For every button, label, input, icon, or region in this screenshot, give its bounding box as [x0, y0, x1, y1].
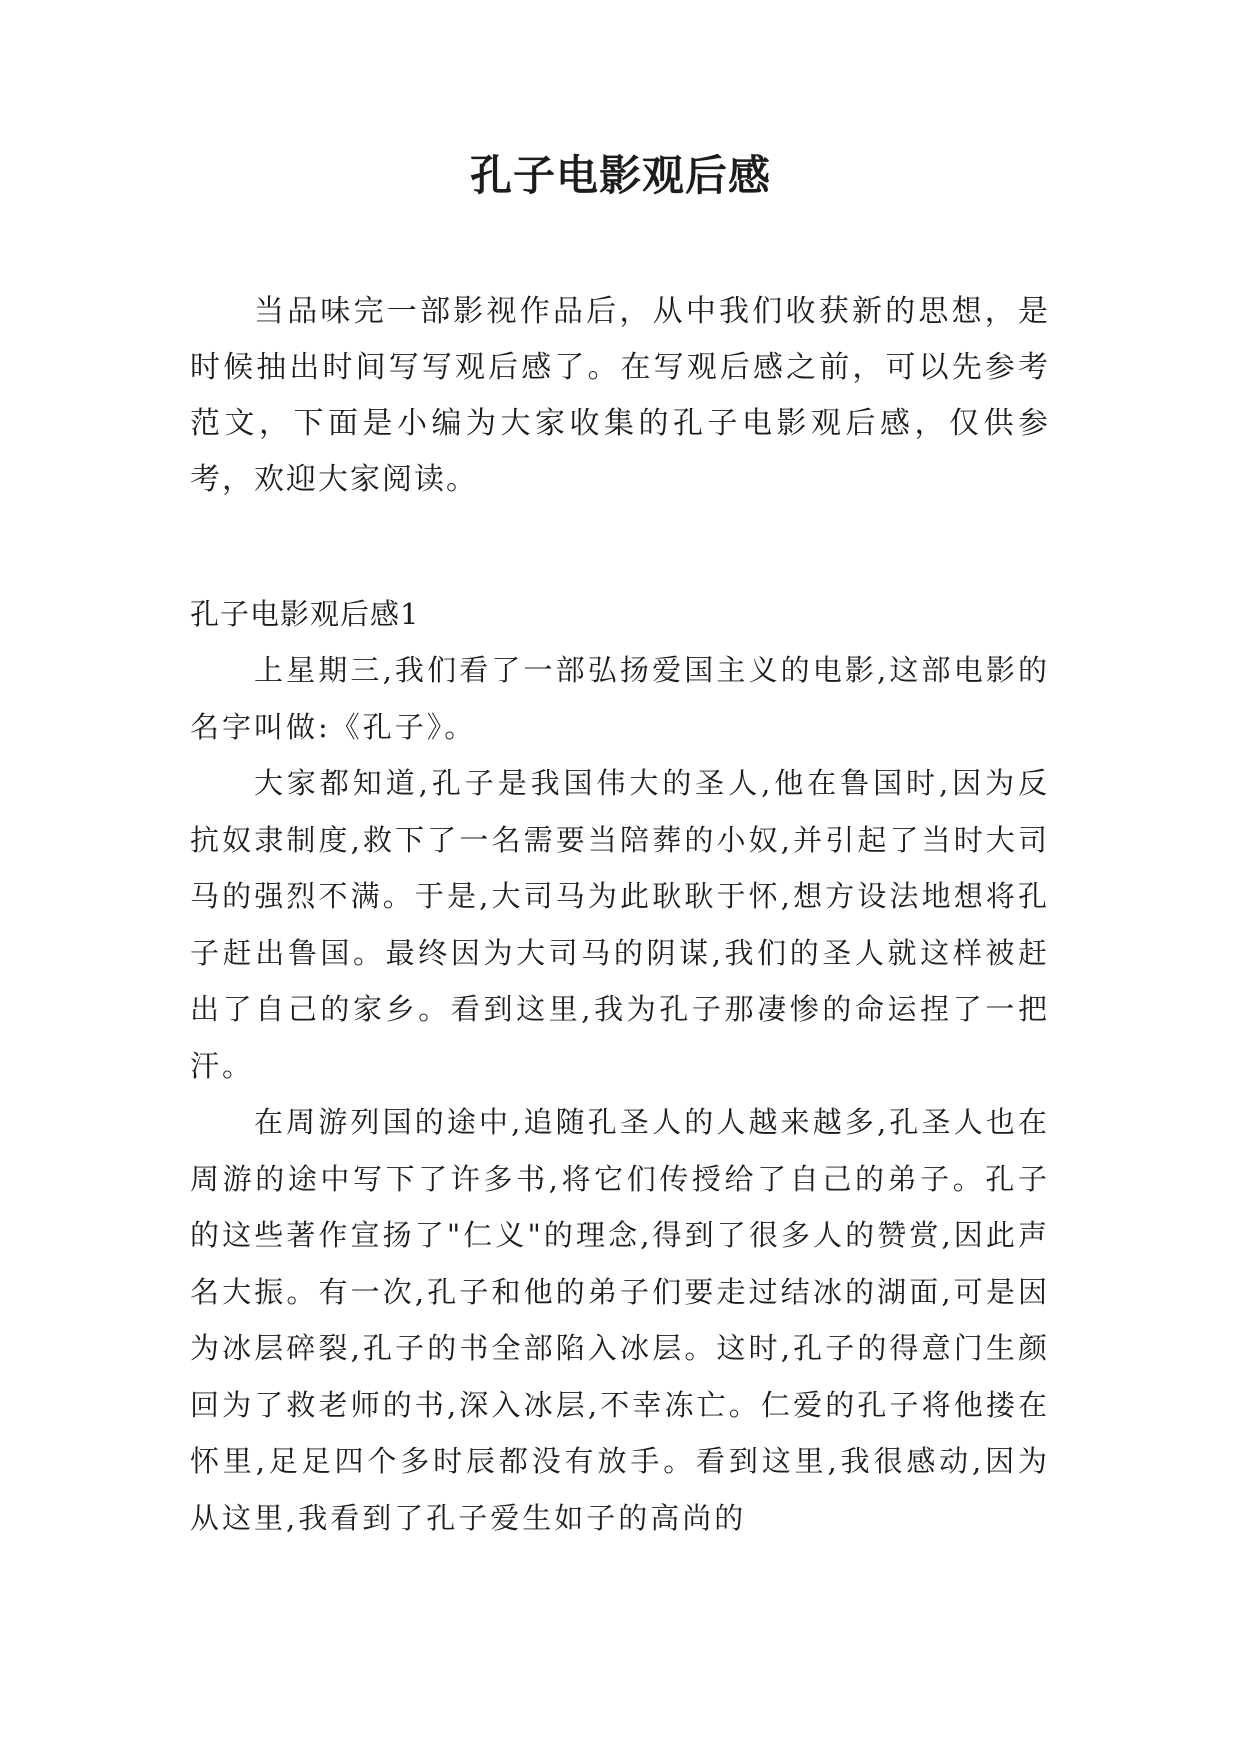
- intro-paragraph: 当品味完一部影视作品后，从中我们收获新的思想，是时候抽出时间写写观后感了。在写观后感之前，可以先参考范文，下面是小编为大家收集的孔子电影观后感，仅供参考，欢迎大家阅读。: [190, 294, 1050, 497]
- document-title: 孔子电影观后感: [469, 151, 771, 200]
- essay-paragraph-2: 大家都知道,孔子是我国伟大的圣人,他在鲁国时,因为反抗奴隶制度,救下了一名需要当陪葬的小奴,并引起了当时大司马的强烈不满。于是,大司马为此耿耿于怀,想方设法地想将孔子赶出鲁国。最终因为大司马的阴谋,我们的圣人就这样被赶出了自己的家乡。看到这里,我为孔子那凄惨的命运捏了一把汗。: [190, 766, 1050, 1083]
- intro-section: [190, 284, 1050, 508]
- section-heading: 孔子电影观后感1: [190, 597, 420, 631]
- essay-paragraph-1: 上星期三,我们看了一部弘扬爱国主义的电影,这部电影的名字叫做:《孔子》。: [190, 653, 1050, 744]
- document-body: [190, 284, 1050, 1546]
- essay-paragraph-3: 在周游列国的途中,追随孔圣人的人越来越多,孔圣人也在周游的途中写下了许多书,将它们传授给了自己的弟子。孔子的这些著作宣扬了"仁义"的理念,得到了很多人的赞赏,因此声名大振。有一次,孔子和他的弟子们要走过结冰的湖面,可是因为冰层碎裂,孔子的书全部陷入冰层。这时,孔子的得意门生颜回为了救老师的书,深入冰层,不幸冻亡。仁爱的孔子将他搂在怀里,足足四个多时辰都没有放手。看到这里,我很感动,因为从这里,我看到了孔子爱生如子的高尚的: [190, 1105, 1050, 1535]
- essay-section: [190, 642, 1050, 1546]
